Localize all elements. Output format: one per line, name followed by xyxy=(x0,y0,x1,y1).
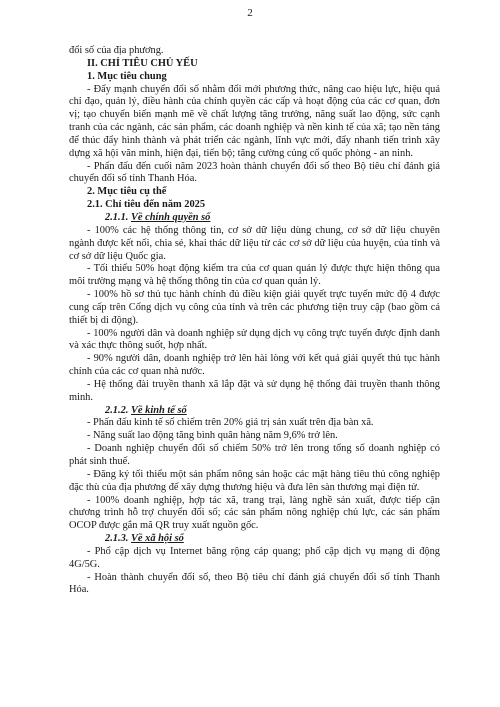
list-item: - 100% các hệ thống thông tin, cơ sở dữ liệu dùng chung, cơ sở dữ liệu chuyên ngành được kết nối, chia sẻ, khai thác dữ liệu từ các cơ sở dữ liệu của huyện, của tỉnh và cơ sở dữ liệu Quốc gia. xyxy=(69,224,440,262)
economy-heading: 2.1.2. Về kinh tế số xyxy=(105,404,187,416)
general-paragraph-2: - Phấn đấu đến cuối năm 2023 hoàn thành chuyển đổi số theo Bộ tiêu chí đánh giá chuyển đổi số tỉnh Thanh Hóa. xyxy=(69,160,440,185)
general-paragraph-1: - Đẩy mạnh chuyển đổi số nhằm đổi mới phương thức, nâng cao hiệu lực, hiệu quả chỉ đạo, quản lý, điều hành của chính quyền các cấp và hoạt động của các cơ quan, đơn vị; tạo chuyển biến mạnh mẽ về chất lượng tăng trưởng, năng suất lao động, sức cạnh tranh của các ngành, các sản phẩm, các doanh nghiệp và nền kinh tế của xã; tạo nền tảng để thúc đẩy hình thành và phát triển các ngành, lĩnh vực mới, đẩy nhanh tiến trình xây dựng xã hội văn minh, hiện đại, tiến bộ; tăng cường củng cố quốc phòng - an ninh. xyxy=(69,83,440,159)
document-body xyxy=(69,45,440,597)
list-item: - 100% hồ sơ thủ tục hành chính đủ điều kiện giải quyết trực tuyến mức độ 4 được cung cấp trên Cổng dịch vụ công của tỉnh và trên các phương tiện truy cập (bao gồm cả thiết bị di động). xyxy=(69,289,440,326)
page-number: 2 xyxy=(247,7,253,19)
list-item: - Phấn đấu kinh tế số chiếm trên 20% giá trị sản xuất trên địa bàn xã. xyxy=(87,417,374,429)
list-item: - Phổ cập dịch vụ Internet băng rộng cáp quang; phổ cập dịch vụ mạng di động 4G/5G. xyxy=(69,545,440,570)
list-item: - Tối thiểu 50% hoạt động kiểm tra của cơ quan quản lý được thực hiện thông qua môi trường mạng và hệ thống thông tin của cơ quan quản lý. xyxy=(69,263,440,288)
section-title: II. CHỈ TIÊU CHỦ YẾU xyxy=(87,57,198,69)
government-heading: 2.1.1. Về chính quyền số xyxy=(105,211,211,223)
list-item: - 100% người dân và doanh nghiệp sử dụng dịch vụ công trực tuyến được định danh và xác thực thông suốt, hợp nhất. xyxy=(69,327,440,352)
list-item: - Năng suất lao động tăng bình quân hàng năm 9,6% trở lên. xyxy=(87,430,338,442)
list-item: - Hoàn thành chuyển đổi số, theo Bộ tiêu chí đánh giá chuyển đổi số tỉnh Thanh Hóa. xyxy=(69,571,440,596)
list-item: - Đăng ký tối thiểu một sản phẩm nông sản hoặc các mặt hàng tiêu thủ công nghiệp đặc thù của địa phương để xây dựng thương hiệu và đưa lên sàn thương mại điện tử. xyxy=(69,468,440,493)
specific-heading: 2. Mục tiêu cụ thể xyxy=(87,186,167,198)
list-item: - Hệ thống đài truyền thanh xã lắp đặt và sử dụng hệ thống đài truyền thanh thông minh. xyxy=(69,378,440,403)
general-heading: 1. Mục tiêu chung xyxy=(87,70,167,82)
specific-subheading: 2.1. Chỉ tiêu đến năm 2025 xyxy=(87,199,206,211)
list-item: - 100% doanh nghiệp, hợp tác xã, trang trại, làng nghề sản xuất, được tiếp cận chương trình hỗ trợ chuyển đổi số; các sản phẩm nông nghiệp chủ lực, các sản phẩm OCOP được gắn mã QR truy xuất nguồn gốc. xyxy=(69,494,440,532)
society-heading: 2.1.3. Về xã hội số xyxy=(105,533,184,545)
list-item: - 90% người dân, doanh nghiệp trở lên hài lòng với kết quả giải quyết thủ tục hành chính của các cơ quan nhà nước. xyxy=(69,353,440,378)
list-item: - Doanh nghiệp chuyển đổi số chiếm 50% trở lên trong tổng số doanh nghiệp có phát sinh thuế. xyxy=(69,443,440,467)
intro-tail: đổi số của địa phương. xyxy=(69,45,164,56)
